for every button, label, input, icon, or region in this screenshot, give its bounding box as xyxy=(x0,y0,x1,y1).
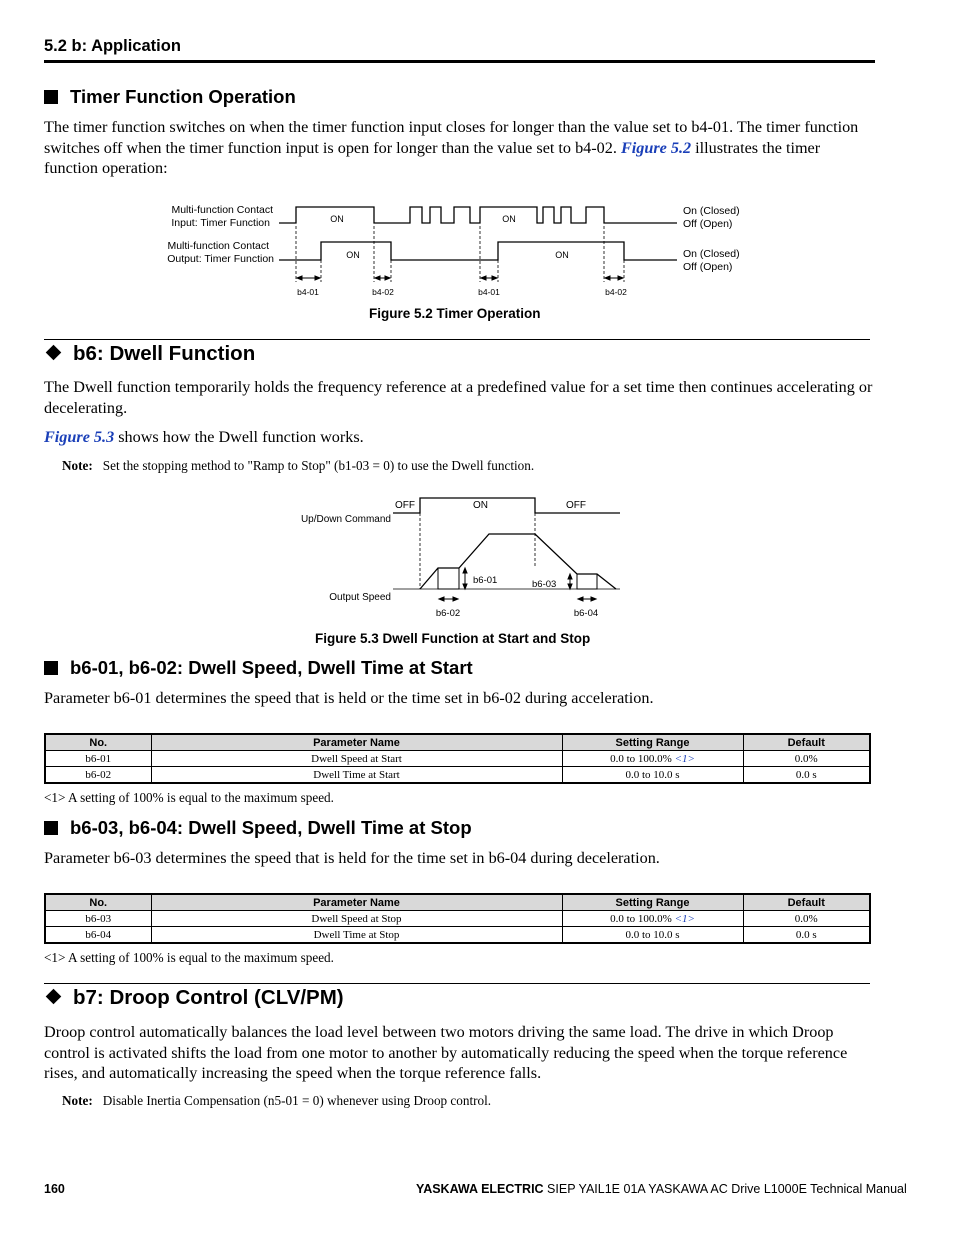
col-header-setting-range: Setting Range xyxy=(562,894,743,911)
section-rule-b7 xyxy=(44,983,870,984)
dwell-paragraph-1: The Dwell function temporarily holds the frequency reference at a predefined value for a set time then continues accelerating or decelerating. xyxy=(44,378,873,417)
dwell-function-figure xyxy=(290,492,630,622)
figure-5-3-link[interactable]: Figure 5.3 xyxy=(44,428,115,446)
dwell-heading xyxy=(44,342,255,366)
output-on-label-1: ON xyxy=(346,250,360,260)
droop-heading-text: b7: Droop Control (CLV/PM) xyxy=(73,986,344,1009)
output-label-line1: Multi-function Contact xyxy=(167,240,269,252)
output-waveform xyxy=(279,242,677,260)
param-range: 0.0 to 10.0 s xyxy=(562,927,743,944)
param-range xyxy=(562,751,743,767)
col-header-no: No. xyxy=(45,894,151,911)
cmd-on-label: ON xyxy=(473,500,488,511)
square-bullet-icon xyxy=(44,90,58,104)
b6-03-label: b6-03 xyxy=(532,579,557,590)
col-header-default: Default xyxy=(743,894,870,911)
b6-01-label: b6-01 xyxy=(473,575,498,586)
dwell-para2-text: shows how the Dwell function works. xyxy=(114,428,364,446)
param-name: Dwell Speed at Start xyxy=(151,751,562,767)
param-range xyxy=(562,911,743,927)
b4-01-label-2: b4-01 xyxy=(478,287,500,297)
output-off-open-label: Off (Open) xyxy=(683,261,733,273)
dwell-paragraph-2 xyxy=(44,427,876,448)
droop-paragraph: Droop control automatically balances the load level between two motors driving the same load. The drive in which Droop control is activated shifts the load from one motor to another by automatically reducing the speed when the torque reference rises, and automatically increasing the speed when the torque reference falls. xyxy=(44,1023,848,1082)
b4-02-label-2: b4-02 xyxy=(605,287,627,297)
param-name: Dwell Time at Stop xyxy=(151,927,562,944)
page-number: 160 xyxy=(44,1182,65,1196)
col-header-setting-range: Setting Range xyxy=(562,734,743,751)
start-table-footnote: <1> A setting of 100% is equal to the maximum speed. xyxy=(44,790,334,805)
table-row xyxy=(45,751,870,767)
start-section-paragraph: Parameter b6-01 determines the speed that is held or the time set in b6-02 during acceleration. xyxy=(44,689,654,707)
input-on-label-2: ON xyxy=(502,214,516,224)
timer-heading xyxy=(44,86,296,108)
timer-paragraph xyxy=(44,117,876,179)
output-speed-label: Output Speed xyxy=(329,592,391,603)
stop-section-paragraph: Parameter b6-03 determines the speed that is held for the time set in b6-04 during deceleration. xyxy=(44,849,660,867)
stop-parameter-table xyxy=(44,893,871,944)
b4-02-label-1: b4-02 xyxy=(372,287,394,297)
dwell-note xyxy=(62,458,534,474)
param-no: b6-04 xyxy=(45,927,151,944)
b6-04-label: b6-04 xyxy=(573,608,599,619)
figure-5-3-caption: Figure 5.3 Dwell Function at Start and Stop xyxy=(315,631,591,646)
param-default: 0.0 s xyxy=(743,927,870,944)
b6-02-label: b6-02 xyxy=(435,608,461,619)
footer-doc-info xyxy=(416,1182,907,1196)
timer-para-text-a: The timer function switches on when the timer function input closes for longer than the value set to b4-01. The timer function switches off when the timer function input is open for longer than the value set to b4-02. xyxy=(44,118,859,157)
figure-5-2-link[interactable]: Figure 5.2 xyxy=(620,138,692,157)
col-header-default: Default xyxy=(743,734,870,751)
dwell-note-label: Note: xyxy=(62,458,93,473)
stop-heading-text: b6-03, b6-04: Dwell Speed, Dwell Time at Stop xyxy=(70,817,472,838)
param-default: 0.0 s xyxy=(743,767,870,784)
updown-command-label: Up/Down Command xyxy=(300,514,391,525)
start-section-heading xyxy=(44,657,473,679)
header-rule xyxy=(44,60,875,63)
timer-operation-figure xyxy=(150,196,760,304)
droop-note-text: Disable Inertia Compensation (n5-01 = 0) whenever using Droop control. xyxy=(102,1093,492,1108)
figure-5-2-caption: Figure 5.2 Timer Operation xyxy=(369,306,541,321)
input-label-line1: Multi-function Contact xyxy=(171,204,273,216)
timer-heading-text: Timer Function Operation xyxy=(70,86,296,107)
start-parameter-table xyxy=(44,733,871,784)
param-name: Dwell Speed at Stop xyxy=(151,911,562,927)
col-header-no: No. xyxy=(45,734,151,751)
param-range-text: 0.0 to 100.0% xyxy=(610,752,672,765)
col-header-parameter-name: Parameter Name xyxy=(151,734,562,751)
footnote-ref-link[interactable]: <1> xyxy=(674,912,695,925)
input-on-label-1: ON xyxy=(330,214,344,224)
table-row xyxy=(45,767,870,784)
square-bullet-icon xyxy=(44,661,58,675)
droop-note-label: Note: xyxy=(62,1093,93,1108)
dwell-heading-text: b6: Dwell Function xyxy=(73,342,256,365)
input-off-open-label: Off (Open) xyxy=(683,218,733,230)
param-default: 0.0% xyxy=(743,911,870,927)
param-name: Dwell Time at Start xyxy=(151,767,562,784)
output-on-closed-label: On (Closed) xyxy=(683,248,740,260)
param-no: b6-01 xyxy=(45,751,151,767)
output-on-label-2: ON xyxy=(555,250,569,260)
table-header-row xyxy=(45,734,870,751)
square-bullet-icon xyxy=(44,821,58,835)
section-header: 5.2 b: Application xyxy=(44,37,181,55)
cmd-off-label-2: OFF xyxy=(566,500,586,511)
stop-section-heading xyxy=(44,817,472,839)
dwell-note-text: Set the stopping method to "Ramp to Stop" (b1-03 = 0) to use the Dwell function. xyxy=(102,458,535,473)
output-label-line2: Output: Timer Function xyxy=(167,253,274,265)
droop-heading xyxy=(44,986,344,1010)
speed-waveform xyxy=(420,534,616,589)
input-label-line2: Input: Timer Function xyxy=(171,217,270,229)
footnote-ref-link[interactable]: <1> xyxy=(674,752,695,765)
start-heading-text: b6-01, b6-02: Dwell Speed, Dwell Time at Start xyxy=(70,657,473,678)
param-no: b6-03 xyxy=(45,911,151,927)
timer-para-text-b: illustrates the timer function operation: xyxy=(44,138,821,177)
param-no: b6-02 xyxy=(45,767,151,784)
table-header-row xyxy=(45,894,870,911)
footer-doc-title: SIEP YAIL1E 01A YASKAWA AC Drive L1000E Technical Manual xyxy=(543,1182,907,1196)
param-range: 0.0 to 10.0 s xyxy=(562,767,743,784)
param-default: 0.0% xyxy=(743,751,870,767)
param-range-text: 0.0 to 100.0% xyxy=(610,912,672,925)
input-on-closed-label: On (Closed) xyxy=(683,205,740,217)
col-header-parameter-name: Parameter Name xyxy=(151,894,562,911)
table-row xyxy=(45,911,870,927)
section-rule-b6 xyxy=(44,339,870,340)
stop-table-footnote: <1> A setting of 100% is equal to the maximum speed. xyxy=(44,950,334,965)
footer-brand: YASKAWA ELECTRIC xyxy=(416,1182,544,1196)
table-row xyxy=(45,927,870,944)
diamond-bullet-icon xyxy=(46,989,62,1005)
droop-note xyxy=(62,1093,491,1109)
diamond-bullet-icon xyxy=(46,345,62,361)
b4-01-label-1: b4-01 xyxy=(297,287,319,297)
cmd-off-label-1: OFF xyxy=(395,500,415,511)
